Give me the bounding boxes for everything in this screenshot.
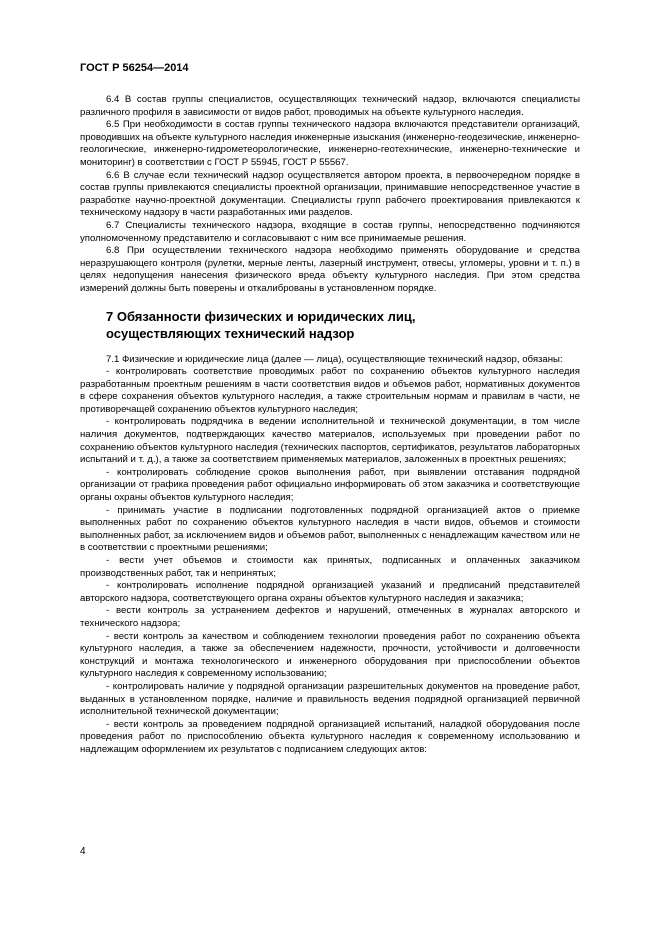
paragraph-6-5: 6.5 При необходимости в состав группы технического надзора включаются представители организаций, проводивших на объекте культурного наследия инженерные изыскания (инженерно-геодезические, инженерно-геологические, инженерно-гидрометеорологические, инженерно-геотехнические, инженерно-технические и мониторинг) в соответствии с ГОСТ Р 55945, ГОСТ Р 55567. bbox=[80, 119, 580, 168]
list-item: - контролировать соответствие проводимых работ по сохранению объектов культурного наследия разработанным проектным решениям в части соответствия видов и объемов работ, нормативных документов в сфере сохранения объектов культурного наследия, а также строительным нормам и правилам в части, не противоречащей сохранению объектов культурного наследия; bbox=[80, 366, 580, 415]
paragraph-6-8: 6.8 При осуществлении технического надзора необходимо применять оборудование и средства неразрушающего контроля (рулетки, мерные ленты, лазерный инструмент, отвесы, угломеры, уровни и т. п.) в целях недопущения нанесения физического вреда объекту культурного наследия. При этом средства измерений должны быть поверены и откалиброваны в установленном порядке. bbox=[80, 245, 580, 294]
paragraph-7-1: 7.1 Физические и юридические лица (далее — лица), осуществляющие технический надзор, обязаны: bbox=[106, 353, 563, 365]
section-7-title bbox=[106, 308, 580, 342]
list-item: - вести контроль за проведением подрядной организацией испытаний, наладкой оборудования после проведения работ по приспособлению объекта культурного наследия к современному использованию и надлежащим оформлением их результатов с подписанием следующих актов: bbox=[80, 718, 580, 755]
list-item: - контролировать наличие у подрядной организации разрешительных документов на проведение работ, выданных в установленном порядке, наличие и правильность ведения подрядной организацией первичной исполнительной технической документации; bbox=[80, 680, 580, 718]
list-item: - вести учет объемов и стоимости как принятых, подписанных и оплаченных заказчиком производственных работ, так и непринятых; bbox=[80, 555, 580, 579]
list-item: - вести контроль за устранением дефектов и нарушений, отмеченных в журналах авторского и технического надзора; bbox=[80, 605, 580, 629]
list-item: - вести контроль за качеством и соблюдением технологии проведения работ по сохранению объекта культурного наследия, а также за обеспечением надежности, прочности, устойчивости и долговечности конструкций и монтажа технологического и инженерного оборудования при приспособлении объектов культурного наследия к современному использованию; bbox=[80, 630, 580, 680]
paragraph-6-6: 6.6 В случае если технический надзор осуществляется автором проекта, в первоочередном порядке в состав группы привлекаются специалисты проектной организации, принимавшие непосредственное участие в разработке научно-проектной документации. Специалисты групп рабочего проектирования привлекаются к техническому надзору в части разработанных ими разделов. bbox=[80, 169, 580, 219]
page-number: 4 bbox=[80, 846, 86, 857]
list-item: - контролировать исполнение подрядной организацией указаний и предписаний представителей авторского надзора, соответствующего органа охраны объектов культурного наследия и заказчика; bbox=[80, 580, 580, 604]
list-item: - контролировать подрядчика в ведении исполнительной и технической документации, в том числе наличия документов, подтверждающих качество материалов, используемых при проведении работ по сохранению объектов культурного наследия (технических паспортов, сертификатов, результатов лабораторных испытаний и т. д.), а также за соответствием применяемых материалов, заложенных в проектных решениях; bbox=[80, 416, 580, 466]
document-header: ГОСТ Р 56254—2014 bbox=[80, 62, 189, 74]
document-body bbox=[80, 94, 580, 757]
section-title-line-2: осуществляющих технический надзор bbox=[106, 325, 355, 341]
paragraph-6-4: 6.4 В состав группы специалистов, осуществляющих технический надзор, включаются специалисты различного профиля в зависимости от видов работ, проводимых на объекте культурного наследия. bbox=[80, 94, 580, 118]
section-title-line-1: 7 Обязанности физических и юридических лиц, bbox=[106, 308, 416, 324]
list-item: - контролировать соблюдение сроков выполнения работ, при выявлении отставания подрядной организации от графика проведения работ официально информировать об этом заказчика и соответствующие органы охраны объектов культурного наследия; bbox=[80, 466, 580, 504]
list-item: - принимать участие в подписании подготовленных подрядной организацией актов о приемке выполненных работ по сохранению объектов культурного наследия в части видов, объемов и стоимости выполненных работ, за исключением видов и объемов работ, выполненных с ненадлежащим качеством или не в соответствии с проектными решениями; bbox=[80, 504, 580, 554]
paragraph-6-7: 6.7 Специалисты технического надзора, входящие в состав группы, непосредственно подчиняются уполномоченному представителю и согласовывают с ним все принимаемые решения. bbox=[80, 219, 580, 244]
